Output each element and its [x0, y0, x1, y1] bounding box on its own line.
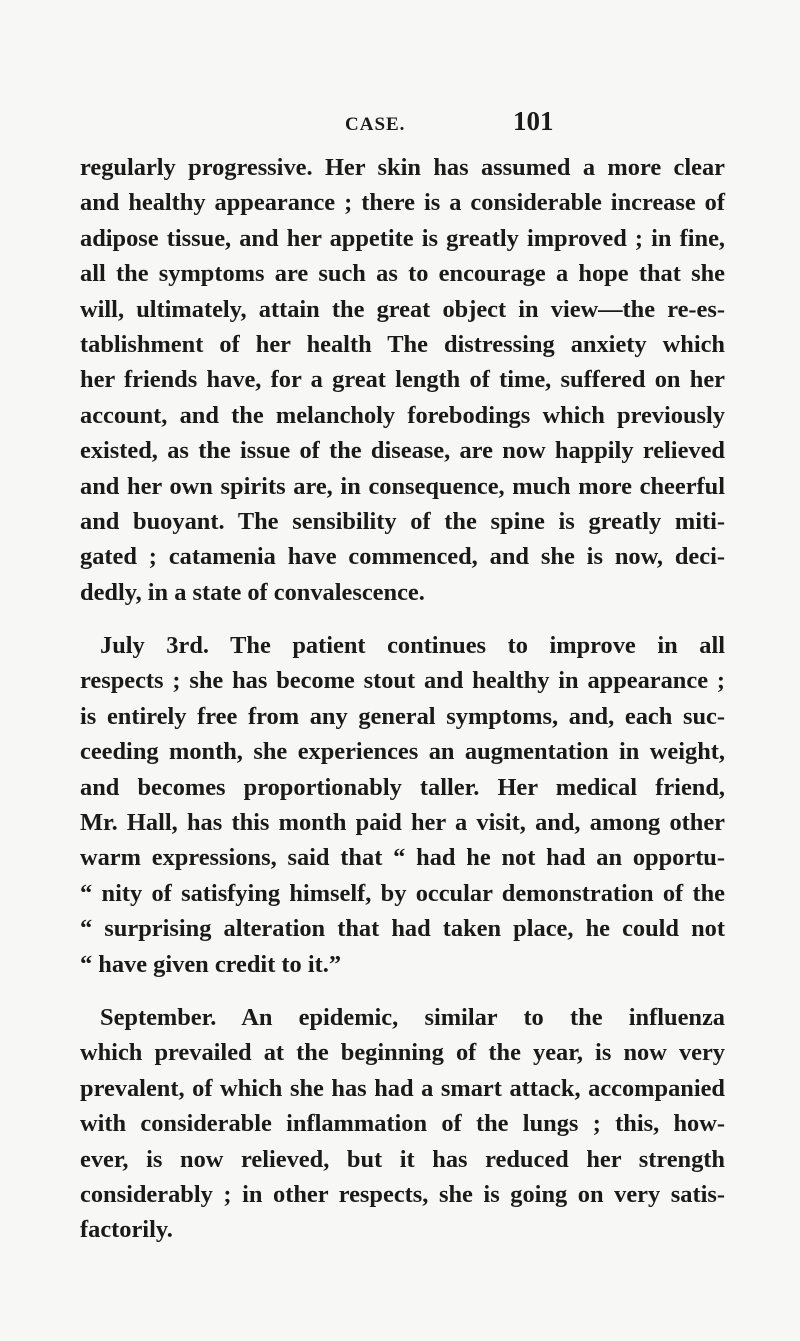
text-line: ceeding month, she experiences an augmentation in weight,	[80, 738, 725, 766]
text-line: ever, is now relieved, but it has reduced her strength	[80, 1145, 725, 1173]
text-line: gated ; catamenia have commenced, and she is now, deci-	[80, 543, 725, 571]
text-line: regularly progressive. Her skin has assumed a more clear	[80, 154, 725, 181]
text-line: dedly, in a state of convalescence.	[80, 578, 425, 606]
text-line: tablishment of her health The distressing anxiety which	[80, 330, 725, 358]
text-line: considerably ; in other respects, she is going on very satis-	[80, 1180, 725, 1208]
text-line: existed, as the issue of the disease, are now happily relieved	[80, 437, 725, 465]
text-line: all the symptoms are such as to encourage a hope that she	[80, 260, 725, 288]
text-line: and healthy appearance ; there is a considerable increase of	[80, 189, 725, 217]
running-title: CASE.	[345, 114, 406, 135]
paragraph-july	[80, 628, 725, 982]
text-line: September. An epidemic, similar to the influenza	[100, 1003, 725, 1031]
text-line: prevalent, of which she has had a smart attack, accompanied	[80, 1074, 725, 1102]
text-line: factorily.	[80, 1216, 173, 1244]
text-line: adipose tissue, and her appetite is greatly improved ; in fine,	[80, 224, 725, 252]
text-line: respects ; she has become stout and healthy in appearance ;	[80, 667, 725, 695]
text-line: Mr. Hall, has this month paid her a visit, and, among other	[80, 809, 725, 837]
text-line: “ have given credit to it.”	[80, 950, 342, 978]
text-line: July 3rd. The patient continues to improve in all	[100, 632, 725, 660]
text-line: and becomes proportionably taller. Her medical friend,	[80, 773, 725, 801]
paragraph-gap	[80, 982, 725, 1000]
text-line: “ nity of satisfying himself, by occular demonstration of the	[80, 879, 725, 907]
text-line: warm expressions, said that “ had he not had an opportu-	[80, 844, 725, 872]
paragraph-progress	[80, 150, 725, 610]
running-head	[345, 106, 775, 142]
text-line: which prevailed at the beginning of the year, is now very	[80, 1039, 725, 1067]
text-line: her friends have, for a great length of time, suffered on her	[80, 366, 725, 394]
text-line: “ surprising alteration that had taken place, he could not	[80, 915, 725, 943]
text-line: and buoyant. The sensibility of the spine is greatly miti-	[80, 507, 725, 535]
body-text	[80, 150, 725, 1248]
text-line: and her own spirits are, in consequence, much more cheerful	[80, 472, 725, 500]
paragraph-september	[80, 1000, 725, 1248]
text-line: will, ultimately, attain the great object in view—the re-es-	[80, 295, 725, 323]
text-line: with considerable inflammation of the lungs ; this, how-	[80, 1110, 725, 1138]
paragraph-gap	[80, 610, 725, 628]
text-line: is entirely free from any general symptoms, and, each suc-	[80, 702, 725, 730]
page-number: 101	[513, 106, 554, 136]
text-line: account, and the melancholy forebodings which previously	[80, 401, 725, 429]
